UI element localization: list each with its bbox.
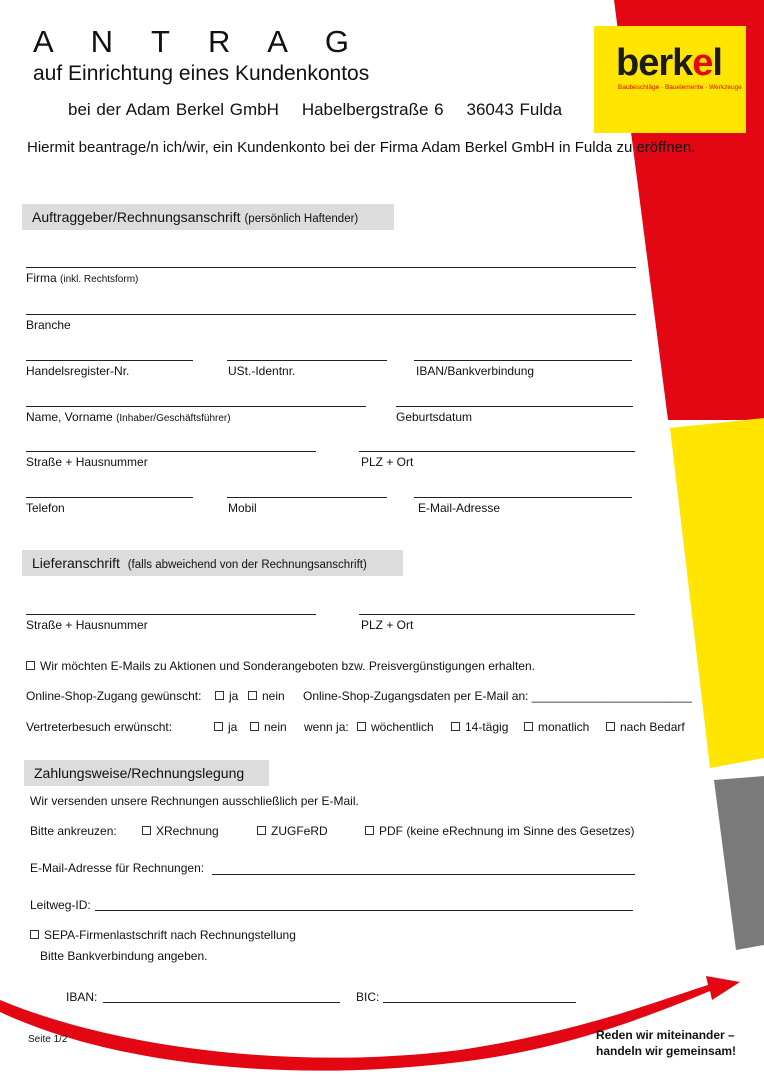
visit-label: Vertreterbesuch erwünscht:	[26, 720, 173, 734]
ustid-label: USt.-Identnr.	[228, 364, 296, 378]
visit-ja-option[interactable]: ja	[214, 720, 237, 734]
logo-tagline: Baubeschläge · Bauelemente · Werkzeuge	[618, 84, 742, 91]
leitweg-label: Leitweg-ID:	[30, 898, 91, 912]
branche-input-line[interactable]	[26, 314, 636, 315]
bic-label: BIC:	[356, 990, 380, 1004]
pdf-option[interactable]: PDF (keine eRechnung im Sinne des Gesetzes)	[365, 824, 634, 838]
sepa-checkbox[interactable]	[30, 930, 39, 939]
invoice-email-label: E-Mail-Adresse für Rechnungen:	[30, 861, 205, 875]
geburtsdatum-input-line[interactable]	[396, 406, 633, 407]
iban-payment-input-line[interactable]	[103, 1002, 340, 1003]
shop-ja-checkbox[interactable]	[215, 691, 224, 700]
intro-text: Hiermit beantrage/n ich/wir, ein Kundenkonto bei der Firma Adam Berkel GmbH in Fulda zu eröffnen.	[27, 139, 696, 156]
visit-biweekly-option[interactable]: 14-tägig	[451, 720, 508, 734]
firma-input-line[interactable]	[26, 267, 636, 268]
delivery-strasse-input-line[interactable]	[26, 614, 316, 615]
telefon-input-line[interactable]	[26, 497, 193, 498]
pdf-checkbox[interactable]	[365, 826, 374, 835]
hrnr-label: Handelsregister-Nr.	[26, 364, 130, 378]
email-label: E-Mail-Adresse	[418, 501, 501, 515]
slogan	[596, 1027, 736, 1059]
shop-nein-checkbox[interactable]	[248, 691, 257, 700]
name-input-line[interactable]	[26, 406, 366, 407]
plz-label: PLZ + Ort	[361, 455, 414, 469]
zugferd-option[interactable]: ZUGFeRD	[257, 824, 328, 838]
newsletter-option[interactable]: Wir möchten E-Mails zu Aktionen und Sonderangeboten bzw. Preisvergünstigungen erhalten.	[26, 659, 535, 673]
leitweg-input-line[interactable]	[95, 910, 633, 911]
plz-input-line[interactable]	[359, 451, 635, 452]
visit-weekly-option[interactable]: wöchentlich	[357, 720, 434, 734]
email-input-line[interactable]	[414, 497, 632, 498]
branche-label: Branche	[26, 318, 71, 332]
gray-band	[714, 776, 764, 950]
visit-ja-checkbox[interactable]	[214, 722, 223, 731]
name-label: Name, Vorname (Inhaber/Geschäftsführer)	[26, 410, 231, 424]
shop-nein-option[interactable]: nein	[248, 689, 285, 703]
sepa-option[interactable]: SEPA-Firmenlastschrift nach Rechnungstellung	[30, 928, 296, 942]
page-number: Seite 1/2	[28, 1034, 68, 1045]
delivery-plz-label: PLZ + Ort	[361, 618, 414, 632]
bank-hint: Bitte Bankverbindung angeben.	[40, 949, 208, 963]
form-subtitle: auf Einrichtung eines Kundenkontos	[33, 62, 370, 85]
ustid-input-line[interactable]	[227, 360, 387, 361]
mobil-input-line[interactable]	[227, 497, 387, 498]
ankreuzen-label: Bitte ankreuzen:	[30, 824, 117, 838]
section-payment-heading: Zahlungsweise/Rechnungslegung	[24, 760, 269, 786]
slogan-line-2: handeln wir gemeinsam!	[596, 1044, 737, 1058]
newsletter-checkbox[interactable]	[26, 661, 35, 670]
iban-payment-label: IBAN:	[66, 990, 98, 1004]
firma-label: Firma (inkl. Rechtsform)	[26, 271, 139, 285]
iban-input-line[interactable]	[414, 360, 632, 361]
strasse-label: Straße + Hausnummer	[26, 455, 148, 469]
form-title: A N T R A G	[33, 24, 364, 59]
visit-monthly-option[interactable]: monatlich	[524, 720, 589, 734]
section-delivery-heading: Lieferanschrift (falls abweichend von der Rechnungsanschrift)	[22, 550, 403, 576]
visit-asneeded-option[interactable]: nach Bedarf	[606, 720, 685, 734]
company-address: bei der Adam Berkel GmbH Habelbergstraße 6 36043 Fulda	[68, 100, 563, 119]
payment-note: Wir versenden unsere Rechnungen ausschließlich per E-Mail.	[30, 794, 359, 808]
delivery-plz-input-line[interactable]	[359, 614, 635, 615]
logo-wordmark: berkel	[616, 42, 722, 84]
strasse-input-line[interactable]	[26, 451, 316, 452]
asneeded-checkbox[interactable]	[606, 722, 615, 731]
delivery-strasse-label: Straße + Hausnummer	[26, 618, 148, 632]
zugferd-checkbox[interactable]	[257, 826, 266, 835]
shop-label: Online-Shop-Zugang gewünscht:	[26, 689, 202, 703]
invoice-email-input-line[interactable]	[212, 874, 635, 875]
shop-email-field[interactable]: Online-Shop-Zugangsdaten per E-Mail an: ________________________	[303, 689, 692, 703]
xrechnung-option[interactable]: XRechnung	[142, 824, 219, 838]
berkel-logo	[594, 26, 746, 133]
visit-nein-checkbox[interactable]	[250, 722, 259, 731]
iban-label: IBAN/Bankverbindung	[416, 364, 535, 378]
shop-ja-option[interactable]: ja	[215, 689, 238, 703]
mobil-label: Mobil	[228, 501, 257, 515]
visit-nein-option[interactable]: nein	[250, 720, 287, 734]
geburtsdatum-label: Geburtsdatum	[396, 410, 473, 424]
yellow-band	[670, 418, 764, 768]
weekly-checkbox[interactable]	[357, 722, 366, 731]
hrnr-input-line[interactable]	[26, 360, 193, 361]
monthly-checkbox[interactable]	[524, 722, 533, 731]
section-billing-heading: Auftraggeber/Rechnungsanschrift (persönlich Haftender)	[22, 204, 394, 230]
slogan-line-1: Reden wir miteinander –	[596, 1028, 735, 1042]
telefon-label: Telefon	[26, 501, 65, 515]
biweekly-checkbox[interactable]	[451, 722, 460, 731]
wenn-ja-label: wenn ja:	[304, 720, 349, 734]
xrechnung-checkbox[interactable]	[142, 826, 151, 835]
bic-input-line[interactable]	[383, 1002, 576, 1003]
